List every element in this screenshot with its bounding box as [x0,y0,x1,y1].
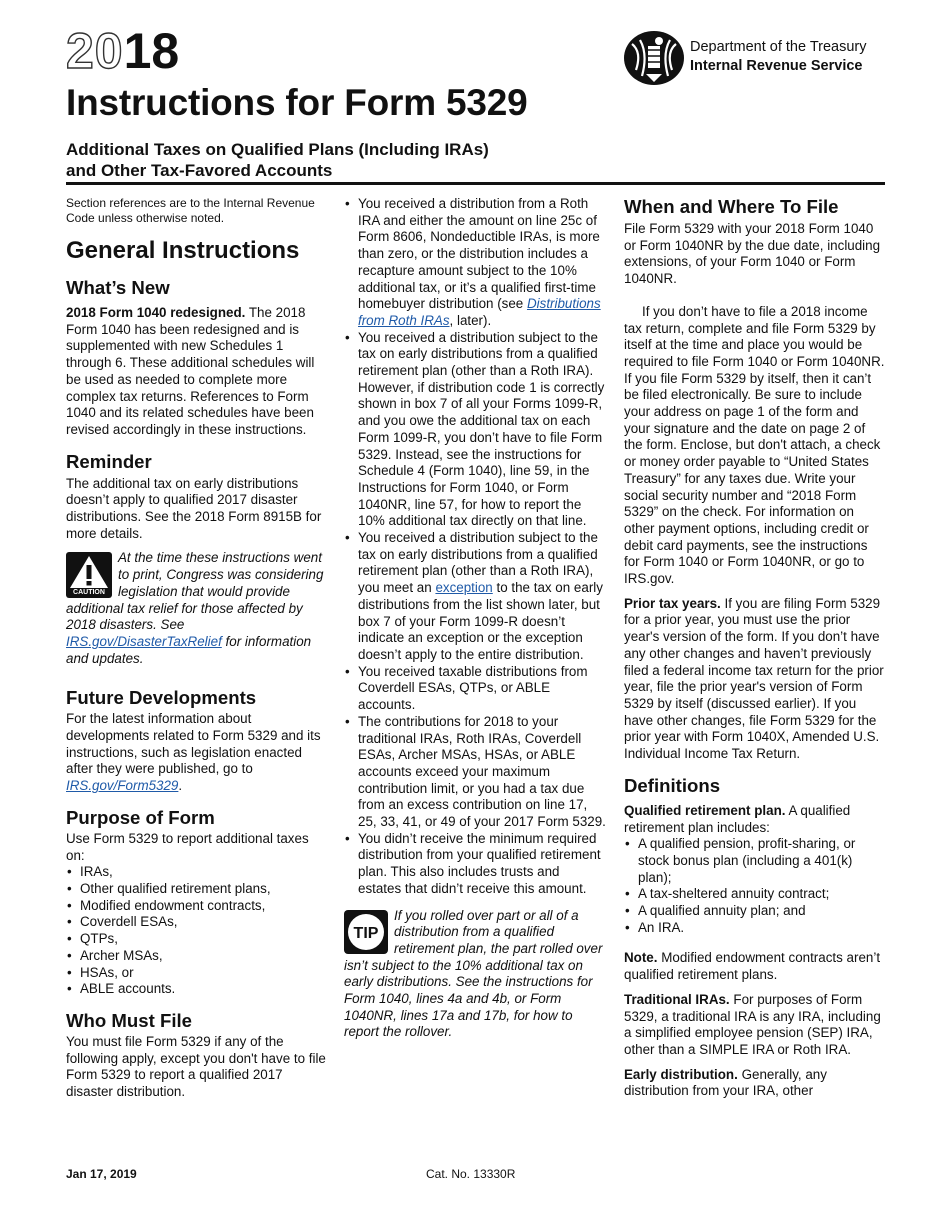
form5329-link[interactable]: IRS.gov/Form5329 [66,778,179,794]
tip-text: If you rolled over part or all of a distribution from a qualified retirement plan, the part rolled over isn’t subject to the 10% additional tax on early distributions. See the instructions for Form 1040, lines 4a and 4b, or Form 1040NR, lines 17a and 17b, for how to report the rollover. [344,907,603,1040]
whats-new-paragraph [66,305,328,439]
early-distribution-lead: Early distribution. [624,1066,738,1082]
whats-new-lead: 2018 Form 1040 redesigned. [66,305,246,320]
list-item: • Archer MSAs, [66,948,328,965]
reminder-heading: Reminder [66,450,152,472]
who-must-file-text: You must file Form 5329 if any of the following apply, except you don't have to file Form 5329 to report a qualified 2017 disaster distribution. [66,1033,326,1100]
irs-eagle-logo-icon [622,30,686,86]
when-where-heading: When and Where To File [624,196,839,217]
subtitle-line-1: Additional Taxes on Qualified Plans (Including IRAs) [66,140,489,159]
future-developments-text [66,711,328,795]
list-item: • You didn’t receive the minimum required distribution from your qualified retirement plan. This also includes trusts and estates that didn’t receive this amount. [344,831,606,898]
list-item: • You received a distribution subject to the tax on early distributions from a qualified retirement plan (other than a Roth IRA). However, if distribution code 1 is correctly shown in box 7 of all your Forms 1099-R, and you owe the additional tax on each Form 1099-R, you don’t have to file Form 5329. Instead, see the instructions for Schedule 4 (Form 1040), line 59, in the Instructions for Form 1040, or Form 1040NR, line 57, for how to report the 10% additional tax directly on that line. [344,330,606,530]
column-2 [344,196,606,1041]
distributions-from-roth-iras-link[interactable]: Distributions from Roth IRAs [358,296,601,328]
list-item: • ABLE accounts. [66,981,328,998]
traditional-iras-lead: Traditional IRAs. [624,991,730,1007]
column-3 [624,196,886,1100]
year-solid-digits: 18 [123,23,180,79]
column-1 [66,196,328,1101]
list-item: • A qualified pension, profit-sharing, or stock bonus plan (including a 401(k) plan); [624,836,886,886]
early-distribution-paragraph [624,1067,886,1100]
tip-label: TIP [353,924,379,942]
purpose-text: Use Form 5329 to report additional taxes on: [66,830,309,863]
purpose-heading: Purpose of Form [66,806,215,828]
bullet-1-text-b: , later). [449,312,492,328]
when-where-paragraph-2: If you don’t have to file a 2018 income tax return, complete and file Form 5329 by itself at the time and place you would be required to file Form 1040 or Form 1040NR. If you file Form 5329 by itself, then it can’t be filed electronically. Be sure to include your address on page 1 of the form and your signature and the date on page 2 of the form. Enclose, but don't attach, a check or money order payable to “United States Treasury” for any taxes due. Write your social security number and “2018 Form 5329” on the check. For information on other payment options, including credit or debit card payments, see the instructions for Form 1040 or Form 1040NR, or go to IRS.gov. [624,303,885,587]
prior-tax-years-paragraph [624,596,886,763]
future-text: For the latest information about developments related to Form 5329 and its instructions, such as legislation enacted after they were published, go to [66,711,321,777]
list-item: • Other qualified retirement plans, [66,881,328,898]
who-must-file-list [344,196,606,898]
whats-new-heading: What’s New [66,277,170,298]
future-developments-heading: Future Developments [66,687,257,709]
caution-label: CAUTION [73,589,105,597]
list-item: • QTPs, [66,931,328,948]
list-item: • An IRA. [624,920,886,937]
qualified-plan-list [624,836,886,936]
list-item: • You received taxable distributions from Coverdell ESAs, QTPs, or ABLE accounts. [344,664,606,714]
caution-text-a: At the time these instructions went to print, Congress was considering legislation that would provide additional tax relief for those affected by 2018 disasters. See [66,550,324,633]
section-references-note: Section references are to the Internal Revenue Code unless otherwise noted. [66,196,315,225]
note-text: Modified endowment contracts aren’t qualified retirement plans. [624,950,881,983]
list-item [344,530,606,664]
caution-icon [66,552,112,598]
prior-tax-years-text: If you are filing Form 5329 for a prior year, you must use the prior year's version of the form. If you don’t have any other changes and haven’t previously filed a federal income tax return for the prior year, file the prior year's version of Form 5329 by itself (discussed earlier). If you have other changes, file Form 5329 for the prior year with Form 1040X, Amended U.S. Individual Income Tax Return. [624,595,884,762]
page-subtitle [66,139,489,181]
page-title: Instructions for Form 5329 [66,82,528,123]
future-period: . [178,778,183,794]
who-must-file-heading: Who Must File [66,1009,193,1031]
footer-date: Jan 17, 2019 [66,1167,137,1181]
purpose-list [66,864,328,998]
qualified-plan-paragraph [624,803,886,836]
definitions-heading: Definitions [624,774,721,796]
caution-text-b: for information and updates. [66,633,312,666]
prior-tax-years-lead: Prior tax years. [624,595,721,611]
agency-irs: Internal Revenue Service [690,58,863,74]
qualified-plan-text: A qualified retirement plan includes: [624,802,851,835]
caution-note [66,550,328,667]
tip-note [344,908,606,1042]
list-item: • Coverdell ESAs, [66,914,328,931]
exception-link[interactable]: exception [435,580,493,596]
agency-block [690,38,867,76]
note-paragraph [624,950,886,983]
bullet-1-text-a: You received a distribution from a Roth IRA and either the amount on line 25c of Form 8606, Nondeductible IRAs, is more than zero, or the distribution includes a recapture amount subject to the 10% additional tax, or it’s a qualified first-time homebuyer distribution (see [358,196,600,312]
header-rule [66,182,885,185]
qualified-plan-lead: Qualified retirement plan. [624,802,786,818]
tip-icon [344,910,388,954]
list-item: • The contributions for 2018 to your traditional IRAs, Roth IRAs, Coverdell ESAs, Archer MSAs, HSAs, or ABLE accounts exceed your maximum contribution limit, or you had a tax due from an excess contribution on line 17, 25, 33, 41, or 49 of your 2017 Form 5329. [344,714,606,831]
reminder-text: The additional tax on early distributions doesn’t apply to qualified 2017 disaster distributions. See the 2018 Form 8915B for more details. [66,475,322,541]
bullet-3-text-b: to the tax on early distributions from the list shown later, but box 7 of your Form 1099-R doesn’t indicate an exception or the exception doesn’t apply to the entire distribution. [358,580,603,662]
note-lead: Note. [624,950,658,966]
general-instructions-heading: General Instructions [66,237,300,264]
when-where-paragraph-1: File Form 5329 with your 2018 Form 1040 or Form 1040NR by the due date, including extensions, of your Form 1040 or Form 1040NR. [624,221,881,287]
list-item: • Modified endowment contracts, [66,898,328,915]
agency-department: Department of the Treasury [690,39,867,55]
bullet-3-text-a: You received a distribution subject to the tax on early distributions from a qualified retirement plan (other than a Roth IRA), you meet an [358,530,598,596]
list-item: • HSAs, or [66,965,328,982]
list-item: • A tax-sheltered annuity contract; [624,886,886,903]
traditional-iras-paragraph [624,992,886,1059]
early-distribution-text: Generally, any distribution from your IRA, other [624,1066,827,1099]
subtitle-line-2: and Other Tax-Favored Accounts [66,161,333,180]
list-item: • IRAs, [66,864,328,881]
footer-catalog-number: Cat. No. 13330R [426,1167,516,1181]
disaster-tax-relief-link[interactable]: IRS.gov/DisasterTaxRelief [66,633,222,649]
list-item: • A qualified annuity plan; and [624,903,886,920]
traditional-iras-text: For purposes of Form 5329, a traditional IRA is any IRA, including a simplified employee pension (SEP) IRA, other than a SIMPLE IRA or Roth IRA. [624,991,881,1057]
list-item [344,196,606,330]
form-year [66,22,179,80]
whats-new-text: The 2018 Form 1040 has been redesigned and is supplemented with new Schedules 1 through 6. These additional schedules will be used as needed to complete more complex tax returns. References to Form 1040 and its related schedules have been revised accordingly in these instructions. [66,305,315,437]
year-outline-digits: 20 [66,23,124,79]
